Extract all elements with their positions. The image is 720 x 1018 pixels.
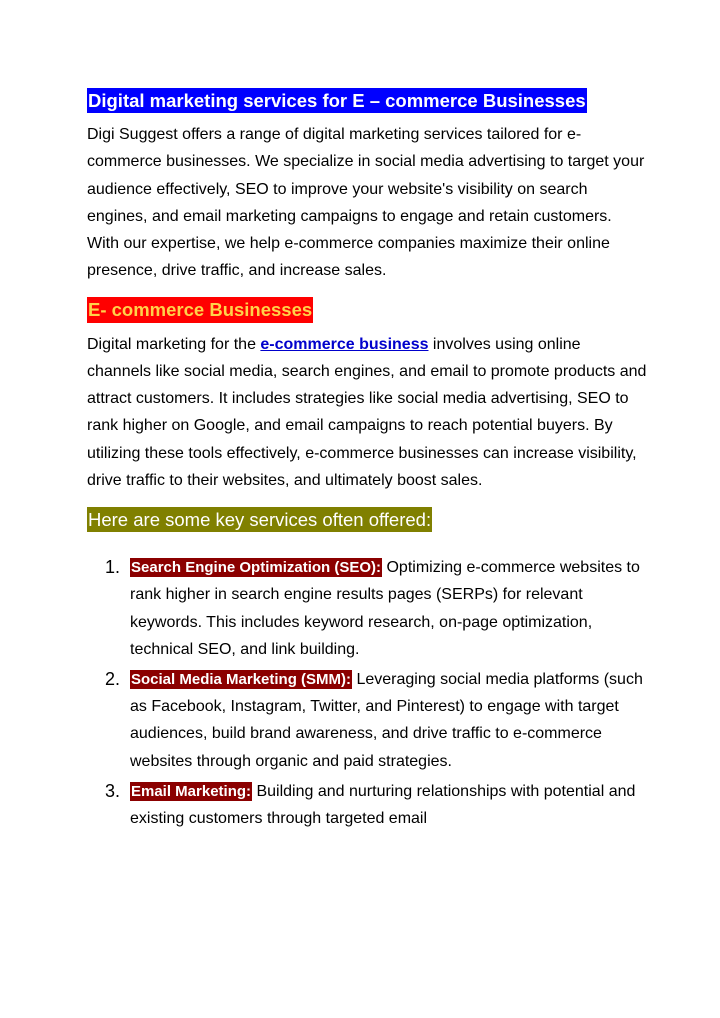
paragraph-text: involves using online channels like social media, search engines, and email to promote products and attract customers. It includes strategies like social media advertising, SEO to rank higher on Google, and email campaigns to reach potential buyers. By utilizing these tools effectively, e-commerce businesses can increase visibility, drive traffic to their websites, and ultimately boost sales. bbox=[87, 335, 647, 489]
service-description: Leveraging social media platforms (such as Facebook, Instagram, Twitter, and Pinterest) to engage with target audiences, build brand awareness, and drive traffic to e-commerce websites through organic and paid strategies. bbox=[130, 671, 643, 770]
list-item bbox=[87, 778, 647, 832]
document-page bbox=[87, 88, 647, 835]
heading-text: E- commerce Businesses bbox=[87, 297, 313, 322]
services-list bbox=[87, 554, 647, 832]
ecommerce-paragraph bbox=[87, 331, 647, 494]
heading-text: Digital marketing services for E – commerce Businesses bbox=[87, 88, 587, 113]
list-item bbox=[87, 554, 647, 663]
service-label: Email Marketing: bbox=[131, 782, 252, 800]
heading-text: Here are some key services often offered: bbox=[87, 507, 432, 532]
ecommerce-business-link[interactable]: e-commerce business bbox=[260, 335, 429, 353]
paragraph-text: Digital marketing for the bbox=[87, 335, 261, 353]
intro-paragraph: Digi Suggest offers a range of digital marketing services tailored for e-commerce businesses. We specialize in social media advertising to target your audience effectively, SEO to improve your website's visibility on search engines, and email marketing campaigns to engage and retain customers. With our expertise, we help e-commerce companies maximize their online presence, drive traffic, and increase sales. bbox=[87, 126, 645, 280]
service-label: Search Engine Optimization (SEO): bbox=[131, 559, 382, 577]
heading-digital-marketing bbox=[87, 88, 647, 121]
list-number: 3. bbox=[105, 780, 121, 801]
service-label: Social Media Marketing (SMM): bbox=[131, 671, 352, 689]
list-item bbox=[87, 666, 647, 775]
service-description: Building and nurturing relationships with potential and existing customers through targeted email bbox=[130, 782, 636, 828]
list-number: 2. bbox=[105, 669, 121, 690]
service-description: Optimizing e-commerce websites to rank higher in search engine results pages (SERPs) for relevant keywords. This includes keyword research, on-page optimization, technical SEO, and link building. bbox=[130, 559, 640, 658]
heading-ecommerce bbox=[87, 284, 647, 330]
heading-key-services bbox=[87, 494, 647, 540]
list-number: 1. bbox=[105, 557, 121, 578]
